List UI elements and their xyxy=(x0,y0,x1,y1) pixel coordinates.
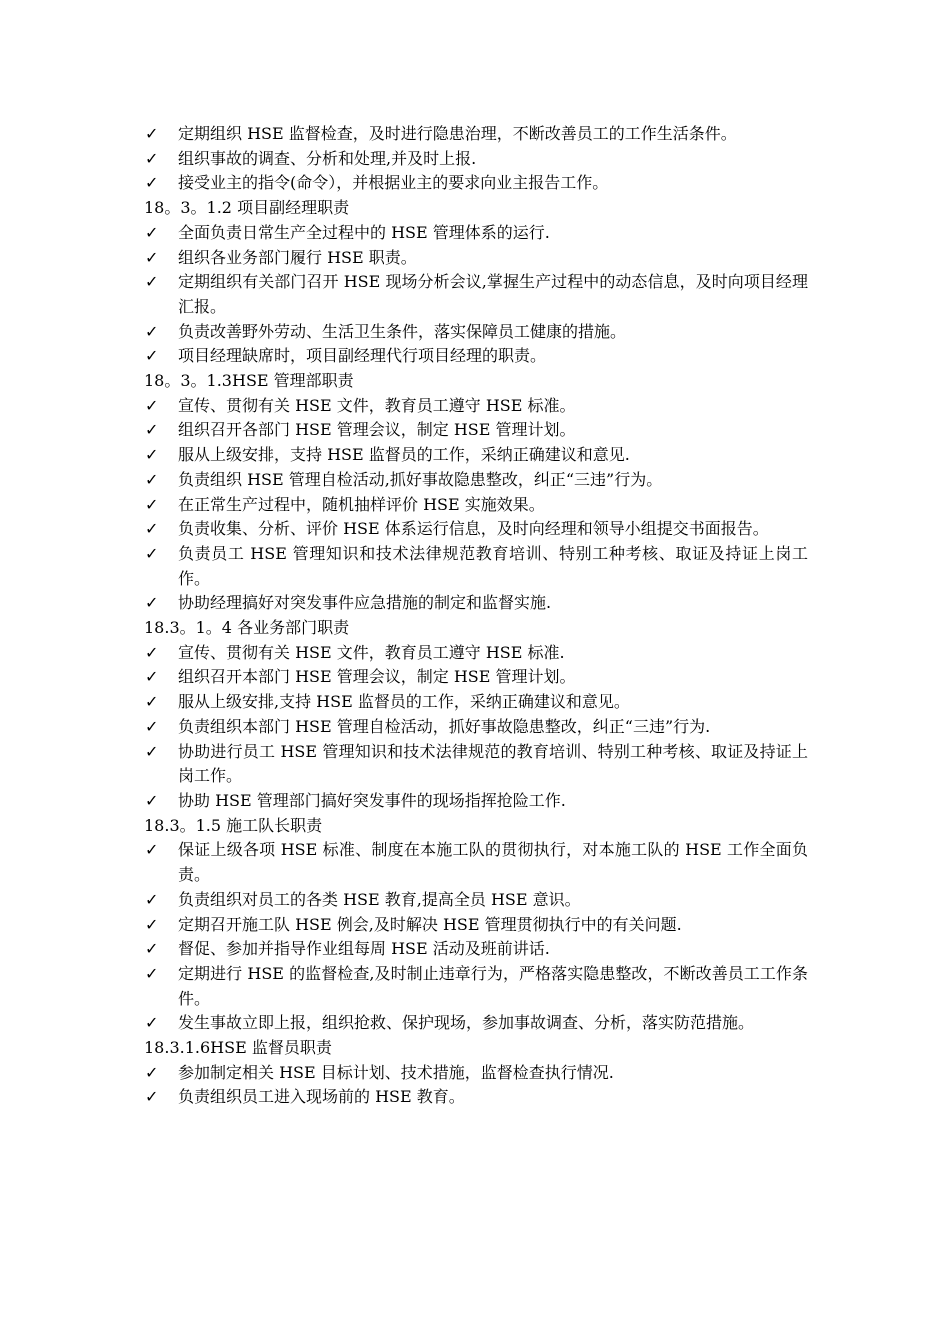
checklist-item xyxy=(144,418,808,443)
checklist-item-text: 负责收集、分析、评价 HSE 体系运行信息，及时向经理和领导小组提交书面报告。 xyxy=(178,519,769,539)
section-heading: 18.3.1.6HSE 监督员职责 xyxy=(144,1038,332,1058)
checklist-item xyxy=(144,888,808,913)
checklist-item-text: 服从上级安排，支持 HSE 监督员的工作，采纳正确建议和意见. xyxy=(178,445,630,465)
checklist-item xyxy=(144,789,808,814)
checklist-item xyxy=(144,1061,808,1086)
checklist-item xyxy=(144,665,808,690)
checklist-item xyxy=(144,517,808,542)
checkmark-icon: ✓ xyxy=(145,963,159,983)
checklist-item-text: 定期进行 HSE 的监督检查,及时制止违章行为，严格落实隐患整改，不断改善员工工作条件。 xyxy=(178,963,808,1008)
checklist-item xyxy=(144,221,808,246)
checklist-item-text: 组织各业务部门履行 HSE 职责。 xyxy=(178,247,417,267)
checkmark-icon: ✓ xyxy=(145,642,159,662)
checkmark-icon: ✓ xyxy=(145,790,159,810)
checklist-item xyxy=(144,715,808,740)
checkmark-icon: ✓ xyxy=(145,173,159,193)
checklist-item-text: 定期组织 HSE 监督检查，及时进行隐患治理，不断改善员工的工作生活条件。 xyxy=(178,124,737,143)
checkmark-icon: ✓ xyxy=(145,741,159,761)
checklist-item-text: 项目经理缺席时，项目副经理代行项目经理的职责。 xyxy=(178,346,547,366)
checklist-item xyxy=(144,443,808,468)
section-heading: 18。3。1.3HSE 管理部职责 xyxy=(144,371,354,391)
checkmark-icon: ✓ xyxy=(145,1013,159,1033)
checkmark-icon: ✓ xyxy=(145,148,159,168)
checklist-item xyxy=(144,468,808,493)
checklist-item xyxy=(144,591,808,616)
checkmark-icon: ✓ xyxy=(145,716,159,736)
checklist-item-text: 服从上级安排,支持 HSE 监督员的工作，采纳正确建议和意见。 xyxy=(178,692,630,712)
checkmark-icon: ✓ xyxy=(145,469,159,489)
checklist-item xyxy=(144,962,808,1011)
checklist-item xyxy=(144,320,808,345)
checkmark-icon: ✓ xyxy=(145,692,159,712)
checkmark-icon: ✓ xyxy=(145,272,159,292)
checklist-item-text: 协助经理搞好对突发事件应急措施的制定和监督实施. xyxy=(178,593,552,613)
checklist-item-text: 定期组织有关部门召开 HSE 现场分析会议,掌握生产过程中的动态信息，及时向项目经理汇报。 xyxy=(178,272,808,316)
checklist-item-text: 协助进行员工 HSE 管理知识和技术法律规范的教育培训、特别工种考核、取证及持证上岗工作。 xyxy=(178,741,808,786)
checklist-item xyxy=(144,542,808,591)
checkmark-icon: ✓ xyxy=(145,420,159,440)
checklist-item-text: 发生事故立即上报，组织抢救、保护现场，参加事故调查、分析，落实防范措施。 xyxy=(178,1013,755,1033)
checklist-item-text: 督促、参加并指导作业组每周 HSE 活动及班前讲话. xyxy=(178,939,550,959)
checklist-item-text: 在正常生产过程中，随机抽样评价 HSE 实施效果。 xyxy=(178,494,545,514)
checklist-item-text: 宣传、贯彻有关 HSE 文件，教育员工遵守 HSE 标准. xyxy=(178,642,565,662)
checklist-item xyxy=(144,740,808,789)
checkmark-icon: ✓ xyxy=(145,519,159,539)
checklist-item-text: 负责组织员工进入现场前的 HSE 教育。 xyxy=(178,1087,465,1107)
checklist-item-text: 负责改善野外劳动、生活卫生条件，落实保障员工健康的措施。 xyxy=(178,321,627,341)
checklist-item xyxy=(144,913,808,938)
checklist-item xyxy=(144,122,808,147)
checklist-item xyxy=(144,1085,808,1110)
checklist-item xyxy=(144,246,808,271)
checklist-item-text: 宣传、贯彻有关 HSE 文件，教育员工遵守 HSE 标准。 xyxy=(178,395,576,415)
checklist-item xyxy=(144,394,808,419)
checklist-item-text: 负责组织本部门 HSE 管理自检活动，抓好事故隐患整改，纠正“三违”行为. xyxy=(178,716,711,736)
checkmark-icon: ✓ xyxy=(145,889,159,909)
checkmark-icon: ✓ xyxy=(145,222,159,242)
checklist-item xyxy=(144,493,808,518)
checkmark-icon: ✓ xyxy=(145,543,159,563)
checklist-item xyxy=(144,838,808,887)
checkmark-icon: ✓ xyxy=(145,1062,159,1082)
checklist-item xyxy=(144,690,808,715)
checklist-item xyxy=(144,270,808,319)
checklist-item-text: 接受业主的指令(命令），并根据业主的要求向业主报告工作。 xyxy=(178,173,609,193)
section-heading: 18.3。1。4 各业务部门职责 xyxy=(144,618,350,638)
checklist-item xyxy=(144,147,808,172)
checklist-item-text: 参加制定相关 HSE 目标计划、技术措施，监督检查执行情况. xyxy=(178,1062,614,1082)
checklist-item xyxy=(144,641,808,666)
document-body xyxy=(144,122,808,1110)
checkmark-icon: ✓ xyxy=(145,124,159,143)
checkmark-icon: ✓ xyxy=(145,321,159,341)
checklist-item-text: 负责员工 HSE 管理知识和技术法律规范教育培训、特别工种考核、取证及持证上岗工作。 xyxy=(178,543,808,588)
checkmark-icon: ✓ xyxy=(145,247,159,267)
checklist-item-text: 全面负责日常生产全过程中的 HSE 管理体系的运行. xyxy=(178,222,550,242)
checklist-item-text: 协助 HSE 管理部门搞好突发事件的现场指挥抢险工作. xyxy=(178,790,566,810)
section-heading: 18。3。1.2 项目副经理职责 xyxy=(144,198,350,218)
checkmark-icon: ✓ xyxy=(145,1087,159,1107)
checklist-item-text: 负责组织 HSE 管理自检活动,抓好事故隐患整改，纠正“三违”行为。 xyxy=(178,469,663,489)
checkmark-icon: ✓ xyxy=(145,346,159,366)
section-heading: 18.3。1.5 施工队长职责 xyxy=(144,815,323,835)
checkmark-icon: ✓ xyxy=(145,395,159,415)
checklist-item-text: 保证上级各项 HSE 标准、制度在本施工队的贯彻执行，对本施工队的 HSE 工作全面负责。 xyxy=(178,840,808,885)
checklist-item xyxy=(144,1011,808,1036)
checklist-item-text: 负责组织对员工的各类 HSE 教育,提高全员 HSE 意识。 xyxy=(178,889,581,909)
checkmark-icon: ✓ xyxy=(145,445,159,465)
checkmark-icon: ✓ xyxy=(145,593,159,613)
checklist-item xyxy=(144,344,808,369)
checkmark-icon: ✓ xyxy=(145,494,159,514)
checklist-item-text: 定期召开施工队 HSE 例会,及时解决 HSE 管理贯彻执行中的有关问题. xyxy=(178,914,682,934)
checkmark-icon: ✓ xyxy=(145,840,159,860)
checklist-item xyxy=(144,937,808,962)
checklist-item xyxy=(144,171,808,196)
checklist-item-text: 组织召开本部门 HSE 管理会议，制定 HSE 管理计划。 xyxy=(178,667,576,687)
checklist-item-text: 组织事故的调查、分析和处理,并及时上报. xyxy=(178,148,477,168)
checkmark-icon: ✓ xyxy=(145,939,159,959)
checkmark-icon: ✓ xyxy=(145,667,159,687)
checklist-item-text: 组织召开各部门 HSE 管理会议，制定 HSE 管理计划。 xyxy=(178,420,576,440)
checkmark-icon: ✓ xyxy=(145,914,159,934)
